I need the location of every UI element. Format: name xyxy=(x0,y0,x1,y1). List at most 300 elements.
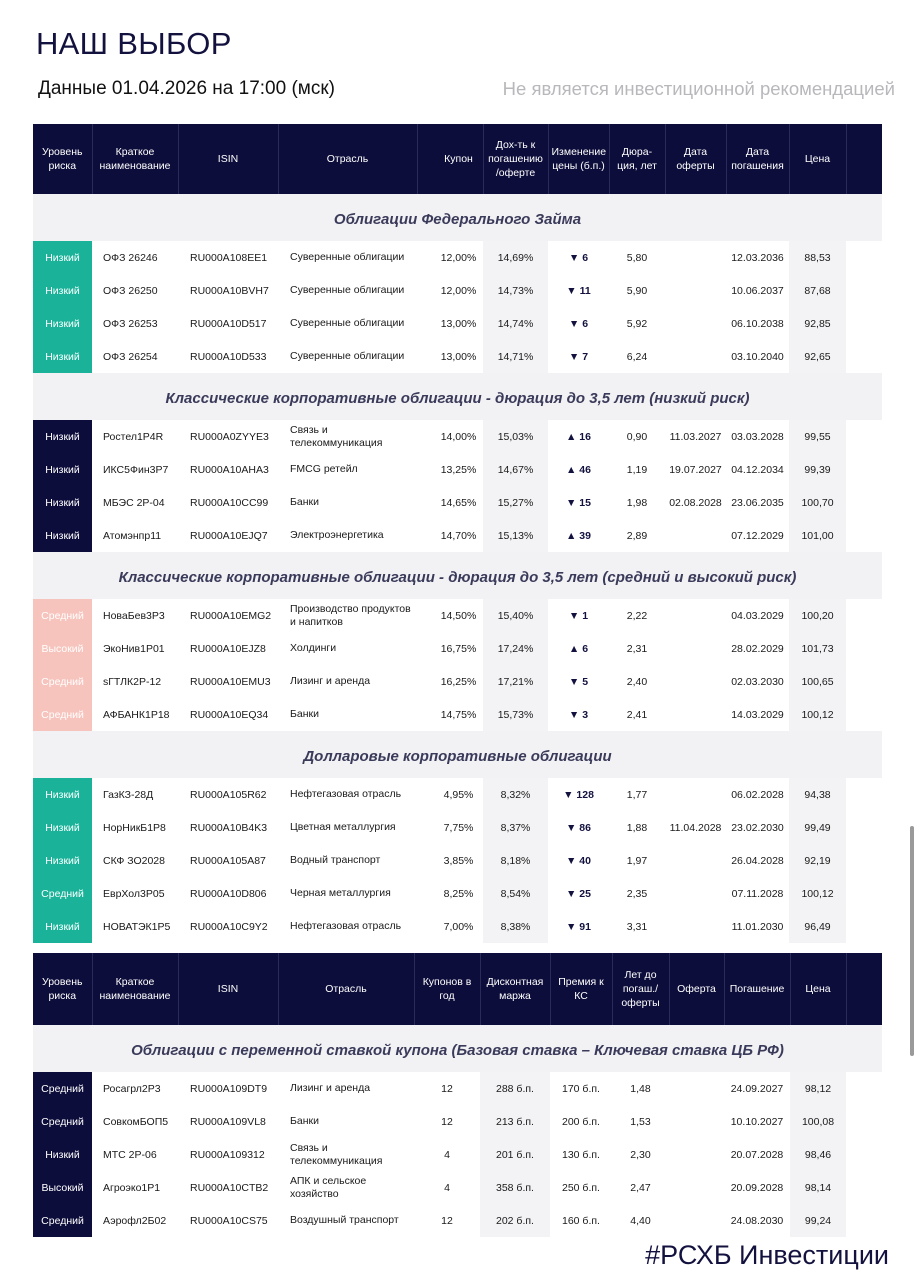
maturity-date: 23.06.2035 xyxy=(726,486,789,519)
bond-duration: 3,31 xyxy=(609,910,665,943)
bond-price: 92,19 xyxy=(789,844,846,877)
bond-duration: 0,90 xyxy=(609,420,665,453)
risk-badge: Низкий xyxy=(33,1138,92,1171)
bond-yield: 17,24% xyxy=(483,632,548,665)
risk-badge: Средний xyxy=(33,665,92,698)
table-row[interactable] xyxy=(33,665,882,698)
bond-price: 98,12 xyxy=(790,1072,846,1105)
table-row[interactable] xyxy=(33,486,882,519)
bond-coupon: 13,00% xyxy=(417,340,483,373)
bond-industry: Лизинг и аренда xyxy=(278,665,417,698)
risk-badge: Средний xyxy=(33,698,92,731)
bond-name: СовкомБОП5 xyxy=(92,1105,178,1138)
bond-industry: Производство продуктов и напитков xyxy=(278,599,417,632)
bond-name: НорНикБ1Р8 xyxy=(92,811,178,844)
offer-date: 11.03.2027 xyxy=(665,420,726,453)
bond-coupon: 12,00% xyxy=(417,241,483,274)
offer-date xyxy=(669,1204,724,1237)
price-change: ▼ 91 xyxy=(548,910,609,943)
col-price: Цена xyxy=(790,953,846,1025)
discount-margin: 213 б.п. xyxy=(480,1105,550,1138)
col-coupon: Купон xyxy=(417,124,483,194)
bond-coupon: 12,00% xyxy=(417,274,483,307)
empty-cell xyxy=(846,877,882,910)
empty-cell xyxy=(846,844,882,877)
offer-date xyxy=(665,665,726,698)
risk-badge: Низкий xyxy=(33,340,92,373)
premium-to-key-rate: 130 б.п. xyxy=(550,1138,612,1171)
bond-name: ОФЗ 26254 xyxy=(92,340,178,373)
maturity-date: 07.12.2029 xyxy=(726,519,789,552)
bond-yield: 14,67% xyxy=(483,453,548,486)
section-title: Облигации с переменной ставкой купона (Базовая ставка – Ключевая ставка ЦБ РФ) xyxy=(33,1025,882,1072)
offer-date xyxy=(665,778,726,811)
risk-badge: Низкий xyxy=(33,811,92,844)
coupons-per-year: 12 xyxy=(414,1204,480,1237)
empty-cell xyxy=(846,241,882,274)
bond-yield: 17,21% xyxy=(483,665,548,698)
section-header xyxy=(33,1025,882,1072)
empty-cell xyxy=(846,453,882,486)
offer-date: 02.08.2028 xyxy=(665,486,726,519)
risk-badge: Средний xyxy=(33,1072,92,1105)
bond-duration: 1,19 xyxy=(609,453,665,486)
floating-bonds-table xyxy=(33,953,882,1237)
bond-price: 100,70 xyxy=(789,486,846,519)
offer-date xyxy=(665,599,726,632)
bond-coupon: 14,50% xyxy=(417,599,483,632)
bond-isin: RU000A10AHA3 xyxy=(178,453,278,486)
table-row[interactable] xyxy=(33,519,882,552)
bond-isin: RU000A10EMU3 xyxy=(178,665,278,698)
col-maturity: Дата погашения xyxy=(726,124,789,194)
empty-cell xyxy=(846,665,882,698)
bond-industry: Банки xyxy=(278,698,417,731)
bond-coupon: 13,25% xyxy=(417,453,483,486)
bond-yield: 15,73% xyxy=(483,698,548,731)
table-row[interactable] xyxy=(33,778,882,811)
col-offer: Оферта xyxy=(669,953,724,1025)
table-row[interactable] xyxy=(33,453,882,486)
empty-cell xyxy=(846,632,882,665)
years-to-maturity: 4,40 xyxy=(612,1204,669,1237)
offer-date xyxy=(669,1072,724,1105)
col-name: Краткое наименование xyxy=(92,124,178,194)
bond-duration: 1,88 xyxy=(609,811,665,844)
bond-isin: RU000A10CC99 xyxy=(178,486,278,519)
offer-date: 11.04.2028 xyxy=(665,811,726,844)
price-change: ▲ 6 xyxy=(548,632,609,665)
bond-duration: 5,90 xyxy=(609,274,665,307)
offer-date xyxy=(665,274,726,307)
col-duration: Дюра-ция, лет xyxy=(609,124,665,194)
maturity-date: 10.10.2027 xyxy=(724,1105,790,1138)
bond-duration: 2,89 xyxy=(609,519,665,552)
bond-price: 94,38 xyxy=(789,778,846,811)
col-years: Лет до погаш./ оферты xyxy=(612,953,669,1025)
bond-isin: RU000A10EMG2 xyxy=(178,599,278,632)
bond-name: НоваБев3Р3 xyxy=(92,599,178,632)
table-row[interactable] xyxy=(33,844,882,877)
bond-duration: 2,31 xyxy=(609,632,665,665)
table-header xyxy=(33,124,882,194)
bond-price: 100,08 xyxy=(790,1105,846,1138)
empty-cell xyxy=(846,307,882,340)
empty-cell xyxy=(846,274,882,307)
empty-cell xyxy=(846,519,882,552)
bond-price: 101,00 xyxy=(789,519,846,552)
col-offer: Дата оферты xyxy=(665,124,726,194)
discount-margin: 202 б.п. xyxy=(480,1204,550,1237)
col-maturity: Погашение xyxy=(724,953,790,1025)
table-row[interactable] xyxy=(33,420,882,453)
table-row[interactable] xyxy=(33,698,882,731)
scrollbar[interactable] xyxy=(910,826,914,1056)
empty-cell xyxy=(846,486,882,519)
premium-to-key-rate: 250 б.п. xyxy=(550,1171,612,1204)
bond-industry: FMCG ретейл xyxy=(278,453,417,486)
empty-cell xyxy=(846,1204,882,1237)
risk-badge: Низкий xyxy=(33,241,92,274)
col-empty xyxy=(846,124,882,194)
bond-isin: RU000A10EQ34 xyxy=(178,698,278,731)
offer-date xyxy=(665,844,726,877)
premium-to-key-rate: 170 б.п. xyxy=(550,1072,612,1105)
years-to-maturity: 1,53 xyxy=(612,1105,669,1138)
bond-yield: 8,38% xyxy=(483,910,548,943)
bond-coupon: 13,00% xyxy=(417,307,483,340)
section-title: Облигации Федерального Займа xyxy=(33,194,882,241)
table-row[interactable] xyxy=(33,910,882,943)
col-risk: Уровень риска xyxy=(33,953,92,1025)
table-row[interactable] xyxy=(33,340,882,373)
empty-cell xyxy=(846,811,882,844)
price-change: ▼ 25 xyxy=(548,877,609,910)
bond-name: МТС 2Р-06 xyxy=(92,1138,178,1171)
bond-yield: 14,71% xyxy=(483,340,548,373)
price-change: ▲ 16 xyxy=(548,420,609,453)
bond-name: Росагрл2Р3 xyxy=(92,1072,178,1105)
bond-price: 99,24 xyxy=(790,1204,846,1237)
maturity-date: 28.02.2029 xyxy=(726,632,789,665)
bond-name: Атомэнпр11 xyxy=(92,519,178,552)
offer-date: 19.07.2027 xyxy=(665,453,726,486)
bond-industry: Нефтегазовая отрасль xyxy=(278,910,417,943)
bond-industry: АПК и сельское хозяйство xyxy=(278,1171,414,1204)
bond-price: 100,12 xyxy=(789,877,846,910)
bond-yield: 15,27% xyxy=(483,486,548,519)
bond-industry: Цветная металлургия xyxy=(278,811,417,844)
section-header xyxy=(33,552,882,599)
maturity-date: 02.03.2030 xyxy=(726,665,789,698)
bond-price: 99,49 xyxy=(789,811,846,844)
bond-price: 98,46 xyxy=(790,1138,846,1171)
col-empty xyxy=(846,953,882,1025)
coupons-per-year: 12 xyxy=(414,1105,480,1138)
bond-industry: Связь и телекоммуникация xyxy=(278,420,417,453)
maturity-date: 12.03.2036 xyxy=(726,241,789,274)
offer-date xyxy=(669,1105,724,1138)
bond-price: 100,12 xyxy=(789,698,846,731)
bond-industry: Электроэнергетика xyxy=(278,519,417,552)
risk-badge: Высокий xyxy=(33,1171,92,1204)
col-yield: Дох-ть к погашению /оферте xyxy=(483,124,548,194)
bond-industry: Черная металлургия xyxy=(278,877,417,910)
offer-date xyxy=(665,698,726,731)
bond-coupon: 16,25% xyxy=(417,665,483,698)
bond-industry: Холдинги xyxy=(278,632,417,665)
maturity-date: 23.02.2030 xyxy=(726,811,789,844)
section-title: Классические корпоративные облигации - дюрация до 3,5 лет (средний и высокий риск) xyxy=(33,552,882,599)
empty-cell xyxy=(846,698,882,731)
col-price: Цена xyxy=(789,124,846,194)
bond-name: НОВАТЭК1Р5 xyxy=(92,910,178,943)
offer-date xyxy=(665,910,726,943)
bond-coupon: 14,70% xyxy=(417,519,483,552)
bond-coupon: 16,75% xyxy=(417,632,483,665)
table-row[interactable] xyxy=(33,1105,882,1138)
maturity-date: 20.07.2028 xyxy=(724,1138,790,1171)
table-row[interactable] xyxy=(33,241,882,274)
maturity-date: 03.03.2028 xyxy=(726,420,789,453)
section-title: Классические корпоративные облигации - дюрация до 3,5 лет (низкий риск) xyxy=(33,373,882,420)
price-change: ▼ 11 xyxy=(548,274,609,307)
table-row[interactable] xyxy=(33,274,882,307)
bond-duration: 1,98 xyxy=(609,486,665,519)
bond-industry: Водный транспорт xyxy=(278,844,417,877)
section-title: Долларовые корпоративные облигации xyxy=(33,731,882,778)
maturity-date: 11.01.2030 xyxy=(726,910,789,943)
table-row[interactable] xyxy=(33,877,882,910)
bond-industry: Банки xyxy=(278,1105,414,1138)
bond-duration: 2,35 xyxy=(609,877,665,910)
bond-isin: RU000A10B4K3 xyxy=(178,811,278,844)
bond-coupon: 14,75% xyxy=(417,698,483,731)
coupons-per-year: 12 xyxy=(414,1072,480,1105)
empty-cell xyxy=(846,340,882,373)
bond-industry: Суверенные облигации xyxy=(278,241,417,274)
bond-industry: Суверенные облигации xyxy=(278,274,417,307)
bond-isin: RU000A10D806 xyxy=(178,877,278,910)
maturity-date: 07.11.2028 xyxy=(726,877,789,910)
bond-industry: Связь и телекоммуникация xyxy=(278,1138,414,1171)
bond-duration: 5,80 xyxy=(609,241,665,274)
section-header xyxy=(33,373,882,420)
bond-name: Ростел1P4R xyxy=(92,420,178,453)
bond-yield: 8,32% xyxy=(483,778,548,811)
maturity-date: 10.06.2037 xyxy=(726,274,789,307)
years-to-maturity: 2,47 xyxy=(612,1171,669,1204)
offer-date xyxy=(665,307,726,340)
bond-industry: Лизинг и аренда xyxy=(278,1072,414,1105)
bond-isin: RU000A105R62 xyxy=(178,778,278,811)
risk-badge: Низкий xyxy=(33,486,92,519)
price-change: ▼ 15 xyxy=(548,486,609,519)
bond-isin: RU000A109DT9 xyxy=(178,1072,278,1105)
floating-table-header xyxy=(33,953,882,1025)
coupons-per-year: 4 xyxy=(414,1171,480,1204)
bond-duration: 2,40 xyxy=(609,665,665,698)
risk-badge: Средний xyxy=(33,599,92,632)
risk-badge: Низкий xyxy=(33,910,92,943)
maturity-date: 20.09.2028 xyxy=(724,1171,790,1204)
table-row[interactable] xyxy=(33,1171,882,1204)
section-header xyxy=(33,194,882,241)
bond-coupon: 7,00% xyxy=(417,910,483,943)
bond-duration: 2,41 xyxy=(609,698,665,731)
bond-price: 98,14 xyxy=(790,1171,846,1204)
bond-duration: 1,97 xyxy=(609,844,665,877)
price-change: ▼ 5 xyxy=(548,665,609,698)
bond-isin: RU000A10EJZ8 xyxy=(178,632,278,665)
bond-duration: 2,22 xyxy=(609,599,665,632)
maturity-date: 26.04.2028 xyxy=(726,844,789,877)
bond-isin: RU000A10EJQ7 xyxy=(178,519,278,552)
bond-name: ОФЗ 26253 xyxy=(92,307,178,340)
bond-isin: RU000A10D533 xyxy=(178,340,278,373)
bond-coupon: 7,75% xyxy=(417,811,483,844)
bond-isin: RU000A10C9Y2 xyxy=(178,910,278,943)
col-premium: Премия к КС xyxy=(550,953,612,1025)
bond-coupon: 14,00% xyxy=(417,420,483,453)
disclaimer: Не является инвестиционной рекомендацией xyxy=(502,78,895,99)
bond-name: ЭкоНив1Р01 xyxy=(92,632,178,665)
price-change: ▼ 40 xyxy=(548,844,609,877)
bond-industry: Суверенные облигации xyxy=(278,307,417,340)
price-change: ▼ 6 xyxy=(548,307,609,340)
empty-cell xyxy=(846,1171,882,1204)
bond-coupon: 8,25% xyxy=(417,877,483,910)
years-to-maturity: 1,48 xyxy=(612,1072,669,1105)
bond-coupon: 3,85% xyxy=(417,844,483,877)
bond-coupon: 14,65% xyxy=(417,486,483,519)
premium-to-key-rate: 200 б.п. xyxy=(550,1105,612,1138)
empty-cell xyxy=(846,1138,882,1171)
coupons-per-year: 4 xyxy=(414,1138,480,1171)
bond-price: 100,65 xyxy=(789,665,846,698)
offer-date xyxy=(669,1171,724,1204)
col-isin: ISIN xyxy=(178,124,278,194)
table-row[interactable] xyxy=(33,599,882,632)
discount-margin: 288 б.п. xyxy=(480,1072,550,1105)
bond-name: ИКС5Фин3Р7 xyxy=(92,453,178,486)
bond-yield: 15,03% xyxy=(483,420,548,453)
col-name: Краткое наименование xyxy=(92,953,178,1025)
empty-cell xyxy=(846,599,882,632)
table-row[interactable] xyxy=(33,307,882,340)
bond-duration: 6,24 xyxy=(609,340,665,373)
bond-isin: RU000A10D517 xyxy=(178,307,278,340)
bonds-table xyxy=(33,124,882,943)
maturity-date: 06.02.2028 xyxy=(726,778,789,811)
bond-duration: 1,77 xyxy=(609,778,665,811)
bond-coupon: 4,95% xyxy=(417,778,483,811)
col-coupons-per-year: Купонов в год xyxy=(414,953,480,1025)
bond-price: 99,39 xyxy=(789,453,846,486)
table-row[interactable] xyxy=(33,1204,882,1237)
bond-isin: RU000A109312 xyxy=(178,1138,278,1171)
offer-date xyxy=(665,519,726,552)
empty-cell xyxy=(846,420,882,453)
col-change: Изменение цены (б.п.) xyxy=(548,124,609,194)
col-discount-margin: Дисконтная маржа xyxy=(480,953,550,1025)
section-header xyxy=(33,731,882,778)
offer-date xyxy=(665,632,726,665)
bond-yield: 8,18% xyxy=(483,844,548,877)
table-row[interactable] xyxy=(33,811,882,844)
table-row[interactable] xyxy=(33,632,882,665)
bond-isin: RU000A109VL8 xyxy=(178,1105,278,1138)
col-risk: Уровень риска xyxy=(33,124,92,194)
discount-margin: 201 б.п. xyxy=(480,1138,550,1171)
offer-date xyxy=(665,340,726,373)
bond-price: 92,85 xyxy=(789,307,846,340)
bond-name: ЕврХол3Р05 xyxy=(92,877,178,910)
offer-date xyxy=(665,241,726,274)
bond-name: ОФЗ 26250 xyxy=(92,274,178,307)
price-change: ▼ 1 xyxy=(548,599,609,632)
bond-industry: Суверенные облигации xyxy=(278,340,417,373)
bond-yield: 14,69% xyxy=(483,241,548,274)
risk-badge: Низкий xyxy=(33,453,92,486)
bond-price: 92,65 xyxy=(789,340,846,373)
page-title: НАШ ВЫБОР xyxy=(36,26,232,61)
risk-badge: Низкий xyxy=(33,307,92,340)
bond-isin: RU000A108EE1 xyxy=(178,241,278,274)
empty-cell xyxy=(846,910,882,943)
bond-isin: RU000A10BVH7 xyxy=(178,274,278,307)
bond-yield: 15,13% xyxy=(483,519,548,552)
risk-badge: Низкий xyxy=(33,519,92,552)
bond-name: Агроэко1Р1 xyxy=(92,1171,178,1204)
col-industry: Отрасль xyxy=(278,124,417,194)
bond-isin: RU000A105A87 xyxy=(178,844,278,877)
bond-price: 88,53 xyxy=(789,241,846,274)
bond-name: ОФЗ 26246 xyxy=(92,241,178,274)
bond-yield: 15,40% xyxy=(483,599,548,632)
risk-badge: Низкий xyxy=(33,844,92,877)
bond-price: 100,20 xyxy=(789,599,846,632)
table-row[interactable] xyxy=(33,1138,882,1171)
col-isin: ISIN xyxy=(178,953,278,1025)
bond-industry: Воздушный транспорт xyxy=(278,1204,414,1237)
maturity-date: 03.10.2040 xyxy=(726,340,789,373)
table-row[interactable] xyxy=(33,1072,882,1105)
bond-industry: Нефтегазовая отрасль xyxy=(278,778,417,811)
bond-yield: 14,74% xyxy=(483,307,548,340)
bond-price: 87,68 xyxy=(789,274,846,307)
bond-name: Аэрофл2Б02 xyxy=(92,1204,178,1237)
risk-badge: Высокий xyxy=(33,632,92,665)
maturity-date: 06.10.2038 xyxy=(726,307,789,340)
maturity-date: 04.03.2029 xyxy=(726,599,789,632)
risk-badge: Средний xyxy=(33,1105,92,1138)
offer-date xyxy=(665,877,726,910)
price-change: ▼ 128 xyxy=(548,778,609,811)
risk-badge: Средний xyxy=(33,877,92,910)
risk-badge: Низкий xyxy=(33,778,92,811)
empty-cell xyxy=(846,1105,882,1138)
bond-price: 99,55 xyxy=(789,420,846,453)
offer-date xyxy=(669,1138,724,1171)
maturity-date: 14.03.2029 xyxy=(726,698,789,731)
risk-badge: Низкий xyxy=(33,274,92,307)
data-date: Данные 01.04.2026 на 17:00 (мск) xyxy=(38,78,335,99)
bond-name: sГТЛК2Р-12 xyxy=(92,665,178,698)
bond-yield: 14,73% xyxy=(483,274,548,307)
discount-margin: 358 б.п. xyxy=(480,1171,550,1204)
empty-cell xyxy=(846,778,882,811)
